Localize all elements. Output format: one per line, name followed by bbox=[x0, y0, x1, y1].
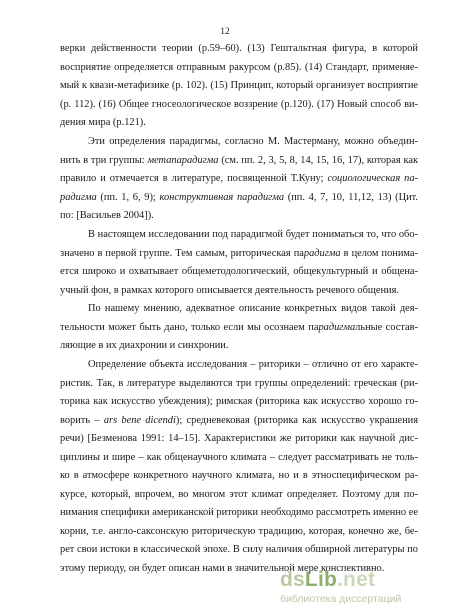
text-line: курсе, который, впрочем, во многом этот климат определяет. Поэтому для по- bbox=[60, 488, 418, 500]
text-line: нимания специфики американской риторики необходимо рассмотреть именно ее bbox=[60, 507, 418, 518]
text-line: По нашему мнению, адекватное описание конкретных видов такой дея- bbox=[88, 303, 418, 314]
text-line: значено в первой группе. Тем самым, риторическая парадигма в целом понима- bbox=[60, 247, 418, 259]
watermark-logo: dsLib.net bbox=[280, 568, 376, 591]
text-line: Определение объекта исследования – риторики – отлично от его характе- bbox=[88, 359, 418, 370]
text-line: ется широко и охватывает общеметодологический, общекультурный и общена- bbox=[60, 266, 418, 277]
text-line: (р. 112). (16) Общее гносеологическое воззрение (р.120). (17) Новый способ ви- bbox=[60, 98, 418, 110]
text-line: нить в три группы: метапарадигма (см. пп. 2, 3, 5, 8, 14, 15, 16, 17), которая как bbox=[60, 154, 418, 166]
paragraph bbox=[60, 133, 418, 226]
paragraph bbox=[60, 356, 418, 578]
text-line: В настоящем исследовании под парадигмой будет пониматься то, что обо- bbox=[88, 229, 418, 240]
page-number: 12 bbox=[220, 27, 230, 37]
text-line: ляющие в их диахронии и синхронии. bbox=[60, 340, 229, 351]
text-line: дения мира (р.121). bbox=[60, 117, 146, 128]
text-line: восприятие определяется отправным ракурсом (р.85). (14) Стандарт, применяе- bbox=[60, 61, 418, 73]
text-line: правило и отмечается в литературе, посвященной Т.Куну; социологическая па- bbox=[60, 173, 418, 184]
text-line: мый к квази-метафизике (р. 102). (15) Принцип, который организует восприятие bbox=[60, 80, 418, 91]
text-line: тельности может быть дано, только если мы осознаем парадигмальные состав- bbox=[60, 321, 418, 333]
text-line: рет свои истоки в классической эпохе. В силу наличия обширной литературы по bbox=[60, 544, 418, 555]
text-line: торика как искусство убеждения); римская (риторика как искусство хорошо го- bbox=[60, 396, 418, 407]
watermark bbox=[280, 568, 430, 608]
text-line: по: [Васильев 2004]). bbox=[60, 210, 154, 221]
text-line: учный фон, в рамках которого описывается деятельность речевого общения. bbox=[60, 284, 399, 296]
text-line: ко в атмосфере конкретного научного климата, но и в этноспецифическом ра- bbox=[60, 470, 418, 481]
watermark-subtitle: библиотека диссертаций bbox=[280, 593, 402, 605]
text-line: Эти определения парадигмы, согласно М. Мастерману, можно объедин- bbox=[88, 136, 418, 147]
text-line: речи) [Безменова 1991: 14–15]. Характеристики же риторики как научной дис- bbox=[60, 433, 418, 444]
text-line: ворить – ars bene dicendi); средневековая (риторика как искусство украшения bbox=[60, 414, 418, 426]
paragraph bbox=[60, 300, 418, 356]
text-line: корни, т.е. англо-саксонскую риторическую традицию, которая, конечно же, бе- bbox=[60, 525, 418, 537]
paragraph bbox=[60, 40, 418, 133]
text-line: циплины и шире – как общенаучного климата – следует рассматривать не толь- bbox=[60, 451, 418, 463]
text-line: верки действенности теории (р.59–60). (13) Гештальтная фигура, в которой bbox=[60, 43, 418, 54]
text-line: ристик. Так, в литературе выделяются три группы определений: греческая (ри- bbox=[60, 377, 418, 389]
text-line: этому периоду, он будет описан нами в значительной мере конспективно. bbox=[60, 562, 385, 574]
paragraph bbox=[60, 226, 418, 300]
text-line: радигма (пп. 1, 6, 9); конструктивная парадигма (пп. 4, 7, 10, 11,12, 13) (Цит. bbox=[60, 191, 419, 203]
